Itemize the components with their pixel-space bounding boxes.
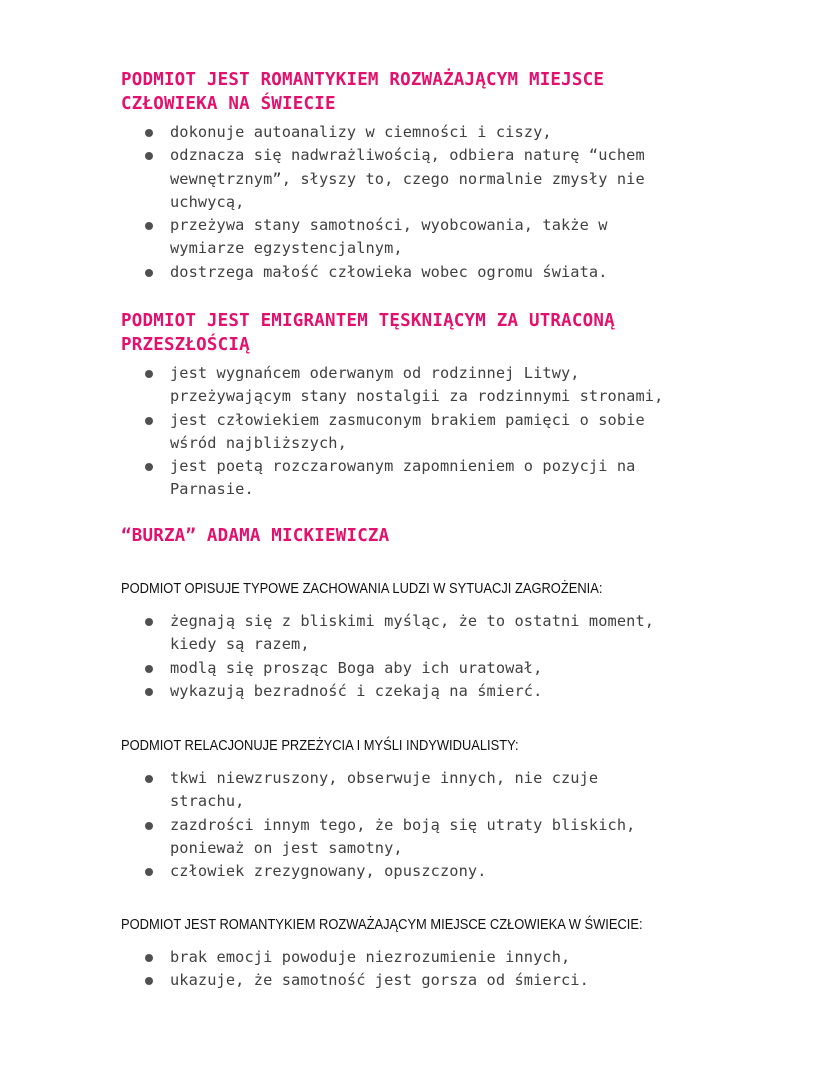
bullet-list: [121, 121, 711, 284]
bullet-list: [121, 767, 711, 883]
bullet-icon: [145, 868, 153, 876]
subsection-miejsce-czlowieka: [121, 914, 711, 993]
list-item: zazdrości innym tego, że boją się utraty bliskich, ponieważ on jest samotny,: [121, 814, 711, 861]
list-item: tkwi niewzruszony, obserwuje innych, nie czuje strachu,: [121, 767, 711, 814]
subsection-heading: PODMIOT JEST ROMANTYKIEM ROZWAŻAJĄCYM MIEJSCE CZŁOWIEKA W ŚWIECIE:: [121, 916, 643, 933]
bullet-icon: [145, 129, 153, 137]
list-item: przeżywa stany samotności, wyobcowania, także w wymiarze egzystencjalnym,: [121, 214, 711, 261]
list-item: modlą się prosząc Boga aby ich uratował,: [121, 657, 711, 680]
bullet-icon: [145, 775, 153, 783]
heading-line: “BURZA” ADAMA MICKIEWICZA: [121, 526, 390, 546]
bullet-icon: [145, 977, 153, 985]
bullet-list: [121, 362, 711, 502]
list-item: jest człowiekiem zasmuconym brakiem pamięci o sobie wśród najbliższych,: [121, 409, 711, 456]
section-romantyk: [121, 68, 711, 284]
subsection-heading: PODMIOT OPISUJE TYPOWE ZACHOWANIA LUDZI W SYTUACJI ZAGROŻENIA:: [121, 580, 603, 597]
bullet-icon: [145, 269, 153, 277]
bullet-icon: [145, 417, 153, 425]
bullet-icon: [145, 463, 153, 471]
subsection-heading: PODMIOT RELACJONUJE PRZEŻYCIA I MYŚLI INDYWIDUALISTY:: [121, 737, 519, 754]
bullet-list: [121, 946, 711, 993]
heading-line: PODMIOT JEST ROMANTYKIEM ROZWAŻAJĄCYM MIEJSCE: [121, 70, 605, 90]
list-item: wykazują bezradność i czekają na śmierć.: [121, 680, 711, 703]
bullet-icon: [145, 618, 153, 626]
bullet-icon: [145, 688, 153, 696]
list-item: człowiek zrezygnowany, opuszczony.: [121, 860, 711, 883]
section-heading: [121, 524, 711, 548]
bullet-icon: [145, 822, 153, 830]
bullet-icon: [145, 665, 153, 673]
bullet-icon: [145, 370, 153, 378]
section-burza: [121, 524, 711, 548]
bullet-icon: [145, 222, 153, 230]
list-item: brak emocji powoduje niezrozumienie innych,: [121, 946, 711, 969]
subsection-indywidualista: [121, 735, 711, 883]
section-emigrant: [121, 309, 711, 502]
list-item: jest wygnańcem oderwanym od rodzinnej Litwy, przeżywającym stany nostalgii za rodzinnymi stronami,: [121, 362, 711, 409]
bullet-icon: [145, 954, 153, 962]
section-heading: [121, 309, 711, 357]
list-item: dostrzega małość człowieka wobec ogromu świata.: [121, 261, 711, 284]
list-item: żegnają się z bliskimi myśląc, że to ostatni moment, kiedy są razem,: [121, 610, 711, 657]
heading-line: PODMIOT JEST EMIGRANTEM TĘSKNIĄCYM ZA UTRACONĄ: [121, 311, 615, 331]
bullet-icon: [145, 152, 153, 160]
heading-line: CZŁOWIEKA NA ŚWIECIE: [121, 94, 336, 114]
heading-line: PRZESZŁOŚCIĄ: [121, 335, 250, 355]
list-item: jest poetą rozczarowanym zapomnieniem o pozycji na Parnasie.: [121, 455, 711, 502]
list-item: odznacza się nadwrażliwością, odbiera naturę “uchem wewnętrznym”, słyszy to, czego normalnie zmysły nie uchwycą,: [121, 144, 711, 214]
subsection-zagrozenie: [121, 578, 711, 703]
list-item: dokonuje autoanalizy w ciemności i ciszy,: [121, 121, 711, 144]
bullet-list: [121, 610, 711, 703]
list-item: ukazuje, że samotność jest gorsza od śmierci.: [121, 969, 711, 992]
section-heading: [121, 68, 711, 116]
